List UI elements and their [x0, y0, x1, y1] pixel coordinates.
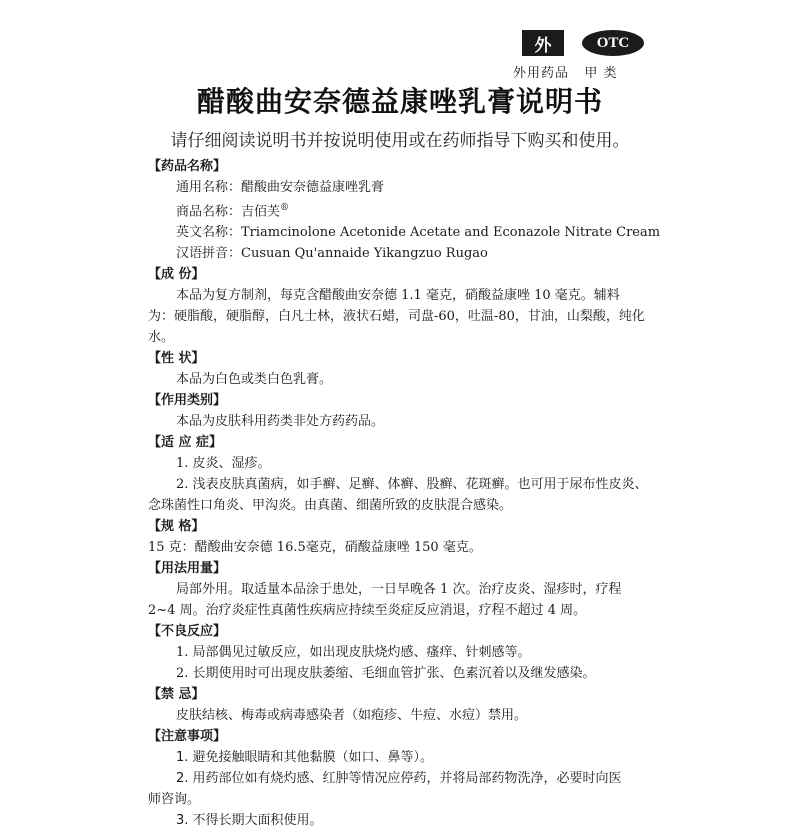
composition-line-3: 水。	[148, 330, 175, 346]
specification-text: 15 克：醋酸曲安奈德 16.5毫克，硝酸益康唑 150 毫克。	[148, 540, 482, 556]
trade-name: 商品名称：吉佰芙	[176, 204, 281, 220]
leaflet-body	[148, 156, 661, 831]
dosage-line-1: 局部外用。取适量本品涂于患处，一日早晚各 1 次。治疗皮炎、湿疹时，疗程	[176, 582, 622, 598]
category-text: 本品为皮肤科用药类非处方药药品。	[176, 414, 385, 430]
precaution-item-1: 1. 避免接触眼睛和其他黏膜（如口、鼻等）。	[176, 750, 434, 766]
indication-item-2-line-1: 2. 浅表皮肤真菌病，如手癣、足癣、体癣、股癣、花斑癣。也可用于尿布性皮炎、	[176, 477, 648, 493]
section-heading-precautions: 【注意事项】	[148, 729, 227, 745]
composition-line-1: 本品为复方制剂，每克含醋酸曲安奈德 1.1 毫克，硝酸益康唑 10 毫克。辅料	[176, 288, 620, 304]
drug-class-caption: 外用药品 甲 类	[513, 66, 618, 81]
registered-mark: ®	[280, 203, 290, 213]
page-title: 醋酸曲安奈德益康唑乳膏说明书	[196, 85, 603, 118]
contraindications-text: 皮肤结核、梅毒或病毒感染者（如疱疹、牛痘、水痘）禁用。	[176, 708, 528, 724]
dosage-line-2: 2~4 周。治疗炎症性真菌性疾病应持续至炎症反应消退，疗程不超过 4 周。	[148, 603, 587, 619]
usage-notice: 请仔细阅读说明书并按说明使用或在药师指导下购买和使用。	[170, 131, 630, 151]
classification-badges	[520, 30, 660, 60]
section-heading-dosage: 【用法用量】	[148, 561, 227, 577]
section-heading-drug-name: 【药品名称】	[148, 159, 227, 174]
section-heading-adverse: 【不良反应】	[148, 624, 227, 640]
otc-badge: OTC	[582, 30, 644, 56]
precaution-item-2-line-2: 师咨询。	[148, 792, 201, 808]
indication-item-2-line-2: 念珠菌性口角炎、甲沟炎。由真菌、细菌所致的皮肤混合感染。	[148, 498, 513, 514]
section-heading-appearance: 【性 状】	[148, 351, 205, 367]
precaution-item-3: 3. 不得长期大面积使用。	[176, 813, 323, 829]
section-heading-indications: 【适 应 症】	[148, 435, 223, 451]
adverse-item-1: 1. 局部偶见过敏反应，如出现皮肤烧灼感、瘙痒、针刺感等。	[176, 645, 531, 661]
common-name: 通用名称：醋酸曲安奈德益康唑乳膏	[176, 180, 385, 195]
section-heading-specification: 【规 格】	[148, 519, 205, 535]
section-heading-category: 【作用类别】	[148, 393, 227, 409]
appearance-text: 本品为白色或类白色乳膏。	[176, 372, 333, 388]
precaution-item-2-line-1: 2. 用药部位如有烧灼感、红肿等情况应停药，并将局部药物洗净，必要时向医	[176, 771, 622, 787]
english-name: 英文名称：Triamcinolone Acetonide Acetate and Econazole Nitrate Cream	[176, 225, 661, 241]
indication-item-1: 1. 皮炎、湿疹。	[176, 456, 271, 472]
section-heading-contraindications: 【禁 忌】	[148, 687, 205, 703]
adverse-item-2: 2. 长期使用时可出现皮肤萎缩、毛细血管扩张、色素沉着以及继发感染。	[176, 666, 596, 682]
composition-line-2: 为：硬脂酸，硬脂醇，白凡士林，液状石蜡，司盘-60，吐温-80，甘油，山梨酸，纯化	[148, 309, 645, 325]
trade-name-row	[148, 198, 648, 222]
pinyin-name: 汉语拼音：Cusuan Qu'annaide Yikangzuo Rugao	[176, 246, 488, 262]
section-heading-composition: 【成 份】	[148, 267, 205, 283]
external-use-badge: 外	[522, 30, 564, 56]
